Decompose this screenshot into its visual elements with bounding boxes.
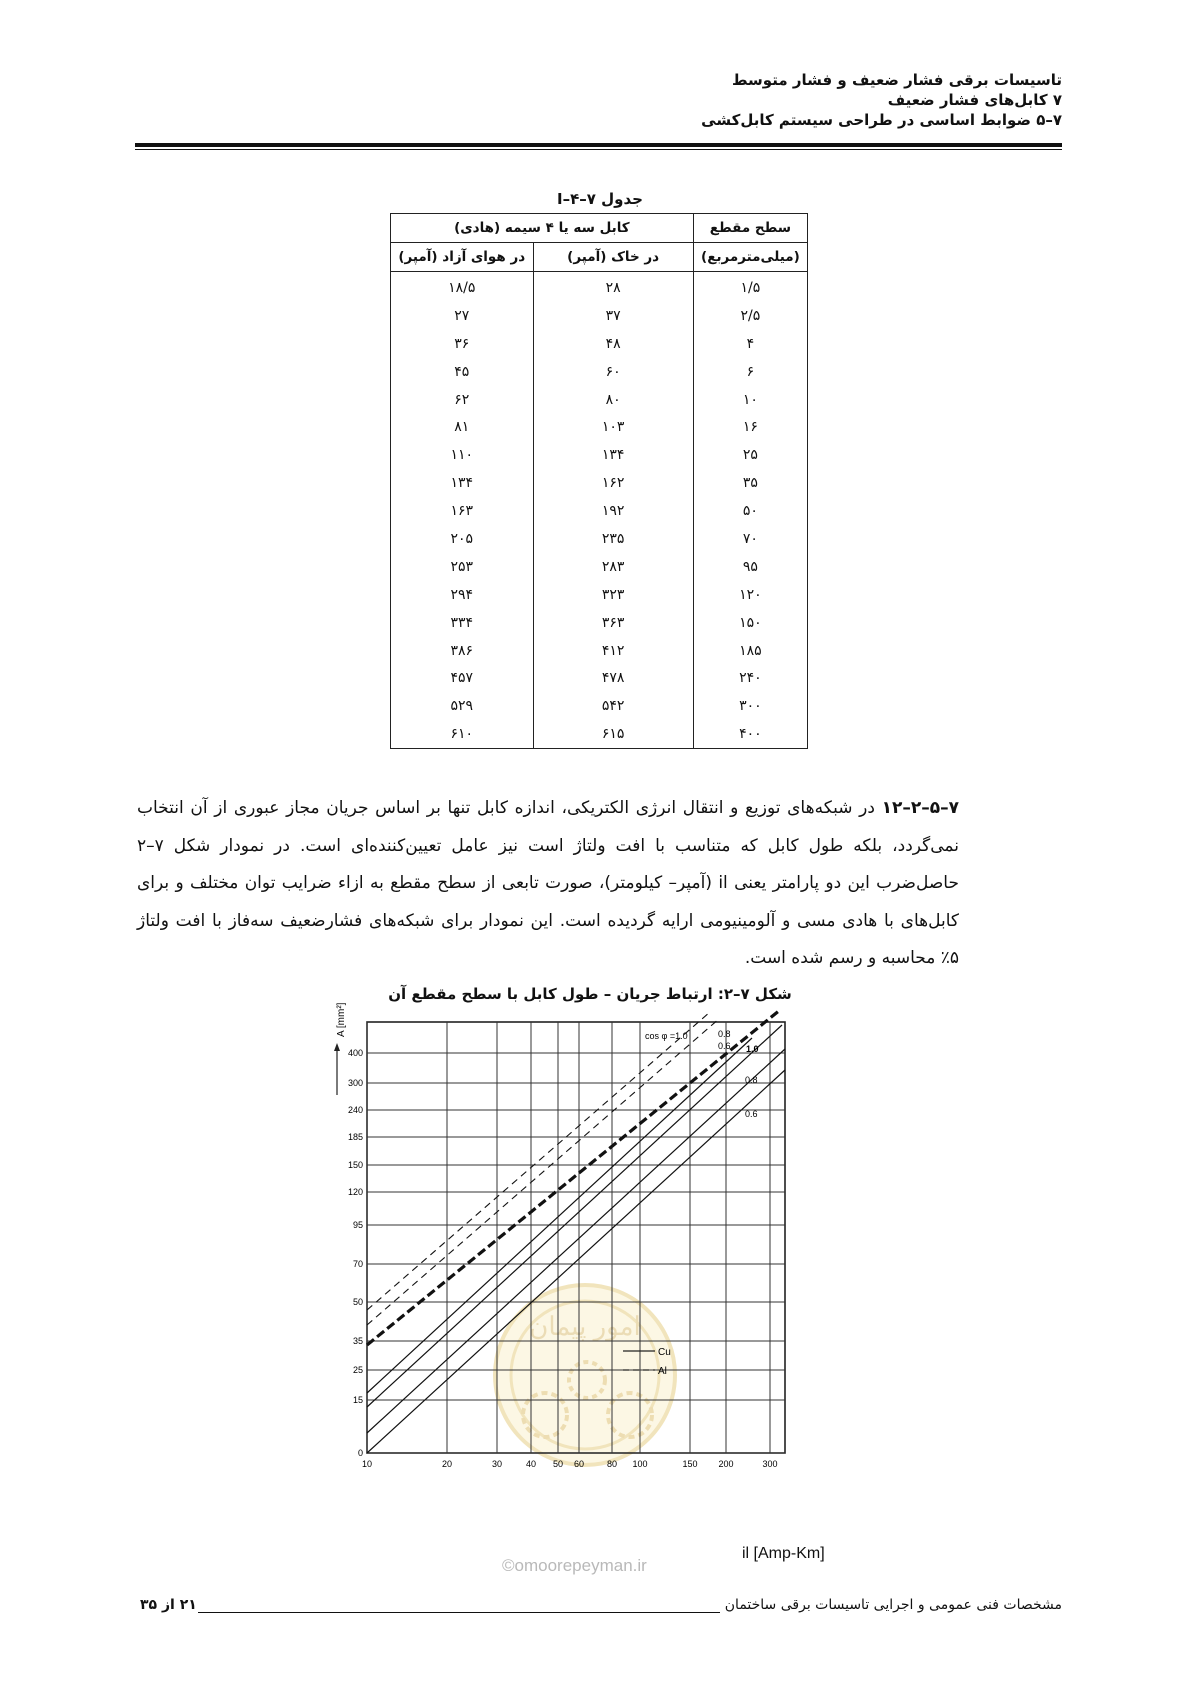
y-tick-label: 240 [347,1105,363,1115]
cu-label-08: 0.8 [745,1075,758,1085]
cell-air: ۳۶ [391,330,534,358]
stamp-watermark [495,1285,675,1465]
y-tick-label: 50 [352,1297,363,1307]
cell-soil: ۳۷ [533,302,693,330]
cell-area: ۷۰ [693,525,807,553]
cell-area: ۴ [693,330,807,358]
footer-title: مشخصات فنی عمومی و اجرایی تاسیسات برقی ساختمان [724,1597,1062,1613]
watermark-url-text: omoorepeyman.ir [514,1556,647,1575]
cell-soil: ۱۶۲ [533,469,693,497]
cu-label-06: 0.6 [745,1109,758,1119]
cell-area: ۴۰۰ [693,720,807,748]
y-tick-labels [348,1048,363,1458]
cell-air: ۸۱ [391,413,534,441]
table-row [391,664,808,692]
cell-soil: ۱۰۳ [533,413,693,441]
table-row [391,497,808,525]
table-row [391,553,808,581]
footer-rule [198,1612,720,1613]
x-tick-label: 10 [361,1459,373,1469]
cell-area: ۲۵ [693,441,807,469]
cell-soil: ۳۶۳ [533,609,693,637]
cell-area: ۲۴۰ [693,664,807,692]
header-divider-thin [135,149,1062,150]
body-paragraph [137,790,959,978]
il-area-chart [336,1002,850,1543]
table-row [391,525,808,553]
cell-air: ۶۱۰ [391,720,534,748]
watermark-url [502,1556,647,1576]
x-axis-caption: il [Amp-Km] [742,1545,825,1562]
y-tick-label: 70 [352,1259,363,1269]
cell-soil: ۶۰ [533,358,693,386]
footer-page-number: ۲۱ از ۳۵ [140,1597,197,1613]
cell-air: ۲۰۵ [391,525,534,553]
x-tick-label: 300 [762,1459,778,1469]
paragraph-number: ۷–۵–۲–۱۲ [881,798,960,818]
cell-area: ۱/۵ [693,272,807,302]
al-label-06: 0.6 [718,1041,731,1051]
y-tick-label: 185 [347,1132,363,1142]
cell-soil: ۱۳۴ [533,441,693,469]
x-tick-label: 150 [682,1459,698,1469]
table-row [391,386,808,414]
table-row [391,692,808,720]
cell-air: ۱۸/۵ [391,272,534,302]
x-tick-label: 60 [573,1459,585,1469]
x-tick-label: 100 [632,1459,648,1469]
y-tick-label: 150 [347,1160,363,1170]
cell-area: ۶ [693,358,807,386]
legend-al-label: Al [658,1366,667,1377]
x-tick-label: 40 [525,1459,537,1469]
table-row [391,720,808,748]
table-row [391,469,808,497]
table-row [391,637,808,665]
cell-area: ۲/۵ [693,302,807,330]
table-row [391,330,808,358]
al-label-08: 0.8 [718,1029,731,1039]
table-row [391,358,808,386]
cell-area: ۳۵ [693,469,807,497]
y-tick-label: 400 [347,1048,363,1058]
col-soil-header: در خاک (آمپر) [533,243,693,272]
x-tick-label: 200 [718,1459,734,1469]
cell-soil: ۵۴۲ [533,692,693,720]
cell-area: ۹۵ [693,553,807,581]
cell-soil: ۴۷۸ [533,664,693,692]
stamp-text: امور پیمان [529,1311,641,1341]
y-axis-label: A [mm²] [336,1002,347,1037]
table-caption: جدول ۷–۴–I [557,190,643,208]
header-divider-thick [135,143,1062,147]
cell-area: ۳۰۰ [693,692,807,720]
cu-label-10: 1.0 [746,1044,759,1054]
cell-air: ۳۸۶ [391,637,534,665]
cell-area: ۱۸۵ [693,637,807,665]
copyright-icon: © [502,1556,515,1575]
cell-soil: ۴۸ [533,330,693,358]
x-tick-label: 50 [552,1459,564,1469]
x-tick-label: 20 [441,1459,453,1469]
cell-area: ۱۰ [693,386,807,414]
col-area-header-1: سطح مقطع [693,214,807,243]
col-air-header: در هوای آزاد (آمپر) [391,243,534,272]
y-tick-label: 0 [357,1448,363,1458]
table-row [391,272,808,302]
table-row [391,413,808,441]
cell-soil: ۲۳۵ [533,525,693,553]
cell-air: ۱۶۳ [391,497,534,525]
cell-area: ۱۶ [693,413,807,441]
cos-phi-label: cos φ =1.0 [645,1031,688,1041]
y-tick-label: 300 [347,1078,363,1088]
y-tick-label: 25 [352,1365,363,1375]
cell-air: ۵۲۹ [391,692,534,720]
x-tick-label: 30 [491,1459,503,1469]
y-axis-label-group [334,1002,347,1095]
table-row [391,609,808,637]
y-tick-label: 15 [352,1395,363,1405]
cell-soil: ۴۱۲ [533,637,693,665]
y-axis-arrowhead [334,1043,340,1051]
cell-soil: ۸۰ [533,386,693,414]
cell-air: ۳۳۴ [391,609,534,637]
cell-soil: ۳۲۳ [533,581,693,609]
header-line-3: ۷–۵ ضوابط اساسی در طراحی سیستم کابل‌کشی [701,111,1062,129]
x-tick-label: 80 [606,1459,618,1469]
al-line-cos-1 [367,1012,710,1310]
header-line-2: ۷ کابل‌های فشار ضعیف [887,91,1062,109]
al-line-cos-08 [367,1018,720,1325]
table-row [391,581,808,609]
figure-caption: شکل ۷–۲: ارتباط جریان – طول کابل با سطح مقطع آن [388,985,792,1003]
cell-air: ۲۵۳ [391,553,534,581]
col-area-header-2: (میلی‌مترمربع) [693,243,807,272]
cell-area: ۵۰ [693,497,807,525]
cell-air: ۶۲ [391,386,534,414]
cell-soil: ۲۸ [533,272,693,302]
paragraph-text: در شبکه‌های توزیع و انتقال انرژی الکتریکی، اندازه کابل تنها بر اساس جریان مجاز عبوری از آن انتخاب نمی‌گردد، بلکه طول کابل که متناسب با افت ولتاژ است نیز عامل تعیین‌کننده‌ای است. در نمودار شکل ۷–۲ حاصل‌ضرب این دو پارامتر یعنی il (آمپر– کیلومتر)، صورت تابعی از سطح مقطع به ازاء ضرایب توان مختلف و برای کابل‌های با هادی مسی و آلومینیومی ارایه گردیده است. این نمودار برای شبکه‌های فشارضعیف سه‌فاز با افت ولتاژ ۵٪ محاسبه و رسم شده است. [137,798,959,968]
cell-soil: ۲۸۳ [533,553,693,581]
cell-air: ۲۹۴ [391,581,534,609]
cell-area: ۱۵۰ [693,609,807,637]
table-body [391,272,808,749]
y-tick-label: 35 [352,1336,363,1346]
cell-air: ۲۷ [391,302,534,330]
page-header [502,70,1062,130]
header-line-1: تاسیسات برقی فشار ضعیف و فشار متوسط [731,71,1062,89]
group-header: کابل سه یا ۴ سیمه (هادی) [391,214,694,243]
cell-air: ۱۳۴ [391,469,534,497]
legend-cu-label: Cu [658,1347,671,1358]
cell-air: ۱۱۰ [391,441,534,469]
y-tick-label: 120 [347,1187,363,1197]
table-row [391,441,808,469]
cell-area: ۱۲۰ [693,581,807,609]
cell-soil: ۶۱۵ [533,720,693,748]
cell-air: ۴۵ [391,358,534,386]
ampacity-table [390,213,808,749]
cell-soil: ۱۹۲ [533,497,693,525]
cell-air: ۴۵۷ [391,664,534,692]
y-tick-label: 95 [352,1220,363,1230]
table-row [391,302,808,330]
